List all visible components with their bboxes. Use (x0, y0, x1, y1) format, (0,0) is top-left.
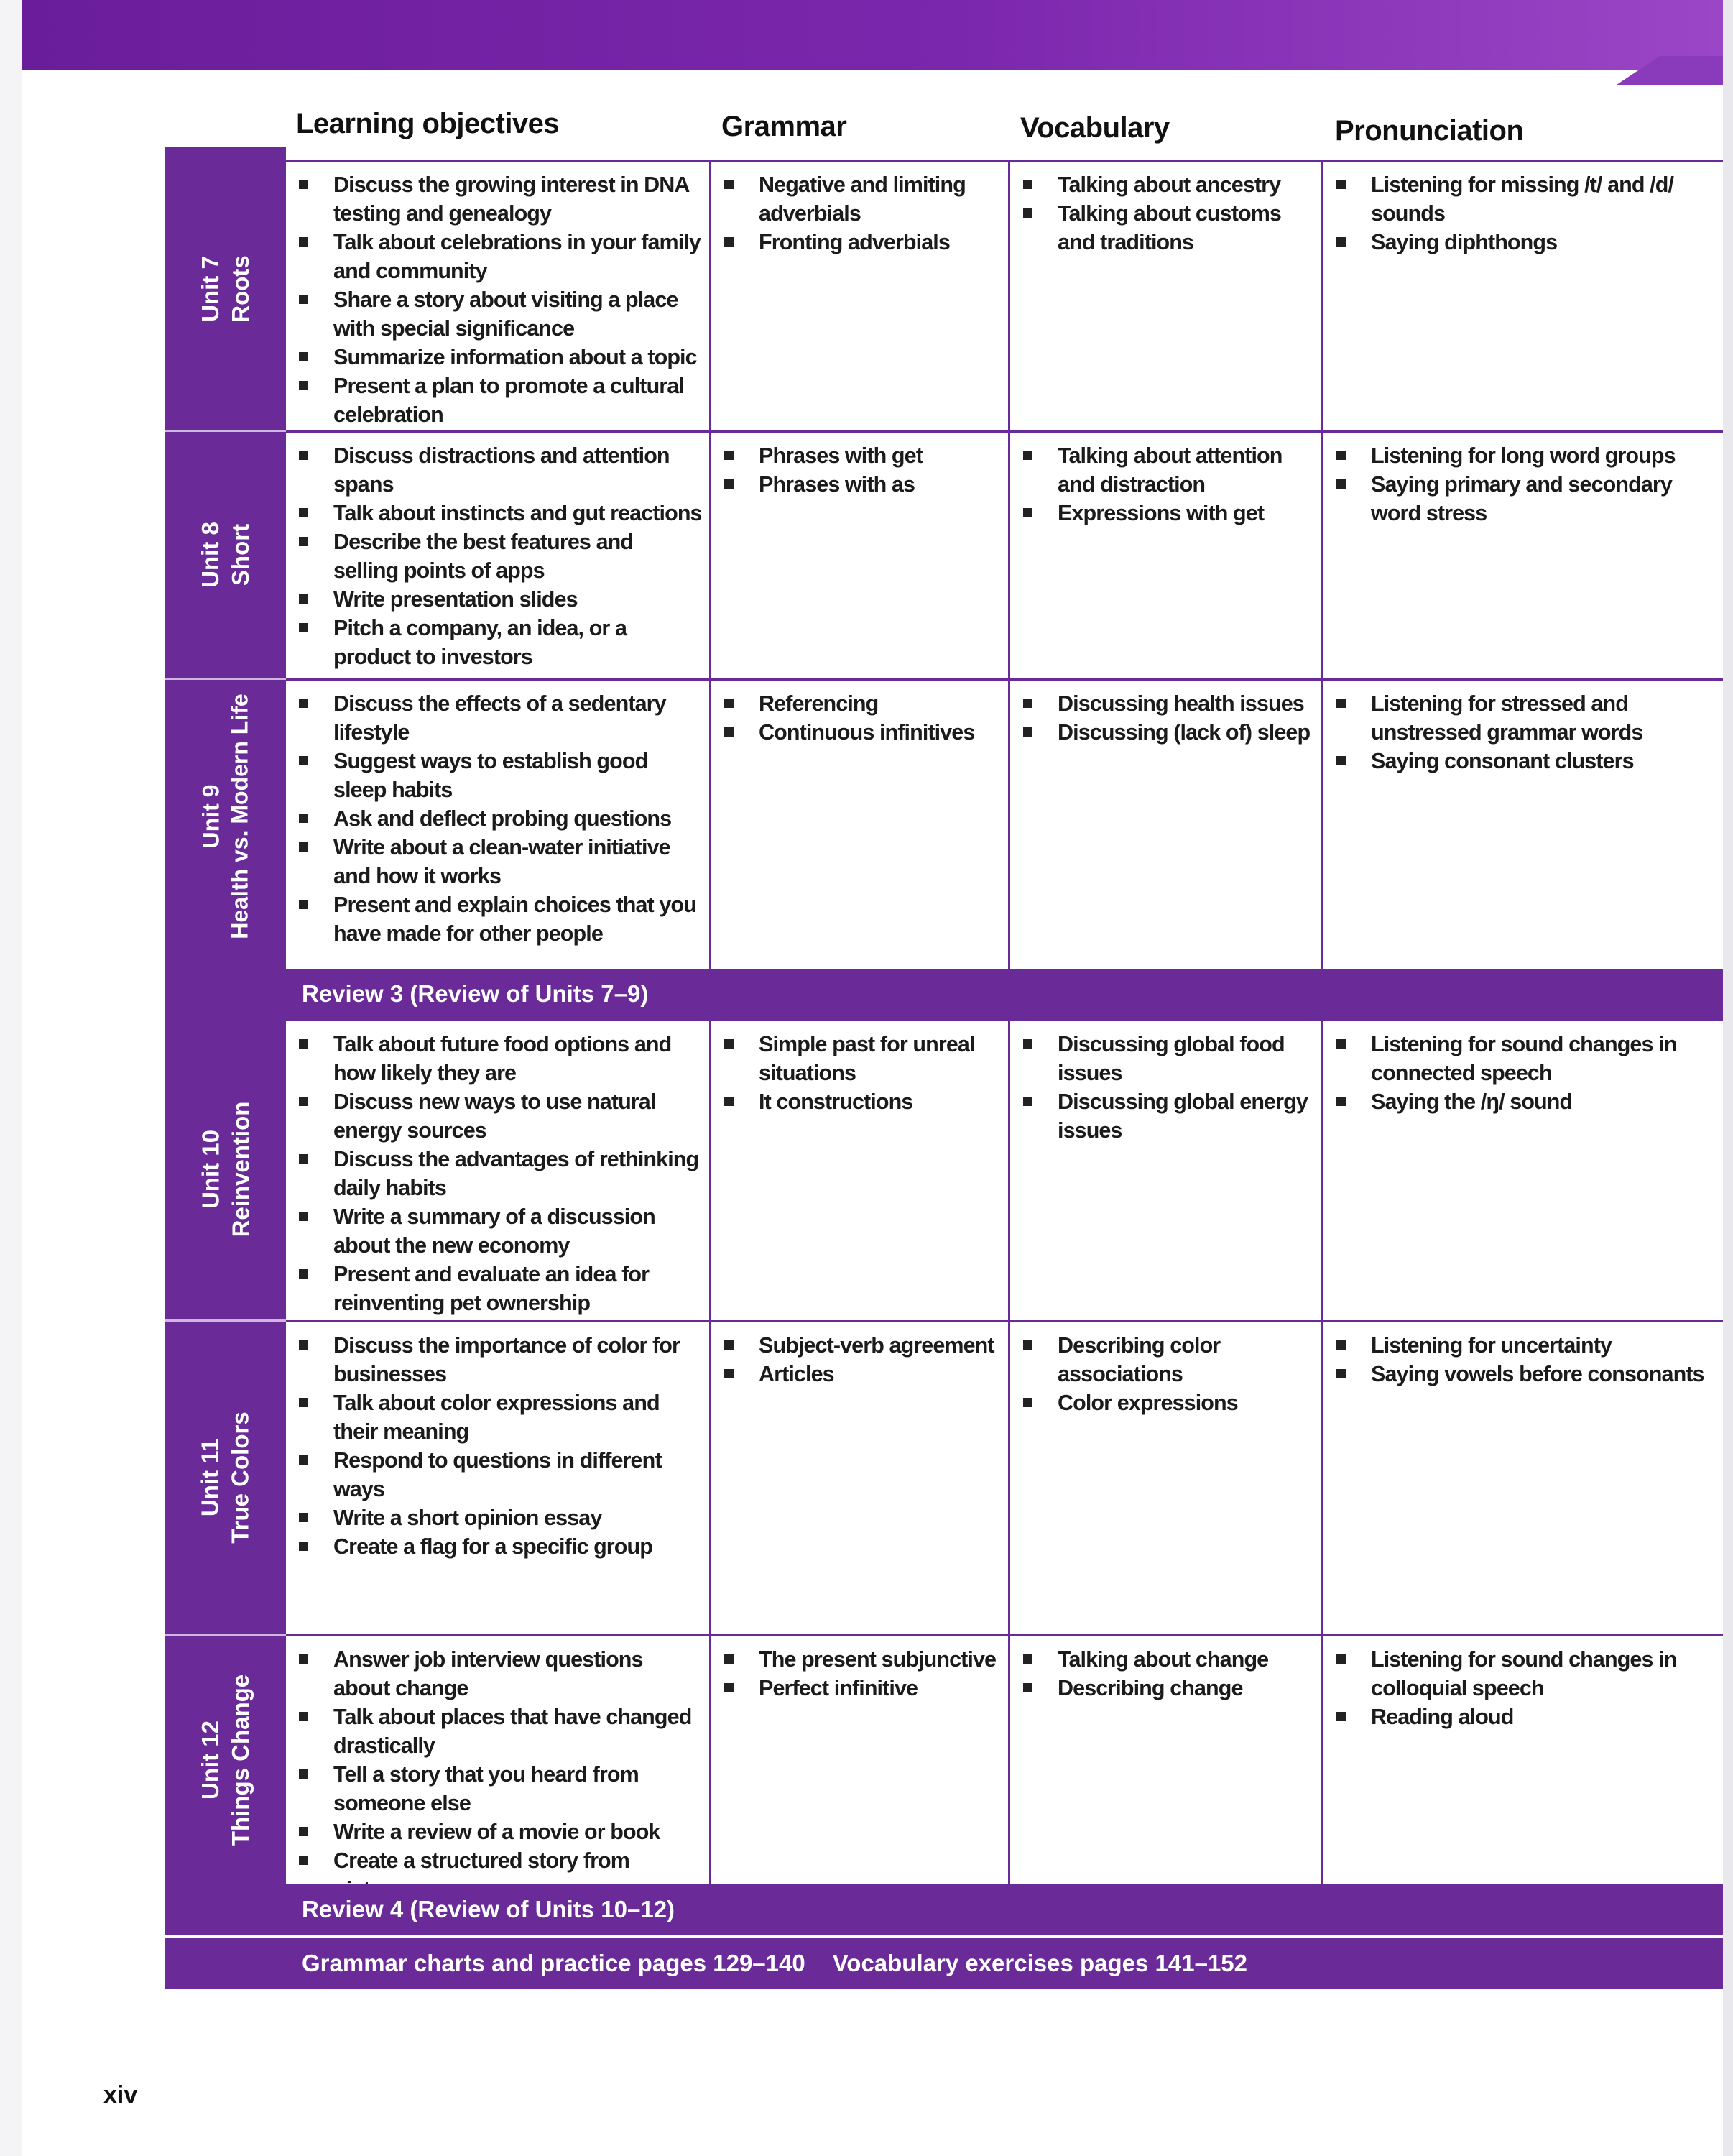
list-item: Listening for sound changes in connected speech (1334, 1030, 1716, 1087)
list-item: Talking about attention and distraction (1020, 441, 1314, 499)
unit-12-label (165, 1636, 286, 1884)
unit-11-label (165, 1322, 286, 1634)
list-item: Saying consonant clusters (1334, 747, 1716, 775)
learning-objectives-cell (286, 162, 711, 430)
header-band (22, 0, 1723, 70)
list-item: Listening for long word groups (1334, 441, 1716, 470)
learning-objectives-cell (286, 681, 711, 969)
learning-objectives-cell (286, 1636, 711, 1884)
list-item: Ask and deflect probing questions (296, 804, 702, 833)
list-item: Phrases with as (721, 470, 1001, 499)
list-item: Write a review of a movie or book (296, 1818, 702, 1846)
vocabulary-cell (1010, 1322, 1323, 1634)
list-item: Present and explain choices that you have made for other people (296, 890, 702, 948)
grammar-cell (711, 1636, 1010, 1884)
list-item: Discuss the importance of color for businesses (296, 1331, 702, 1388)
unit-title: True Colors (227, 1411, 254, 1544)
unit-number: Unit 9 (198, 784, 225, 849)
unit-number: Unit 7 (197, 255, 223, 322)
list-item: Referencing (721, 689, 1001, 718)
grammar-cell (711, 681, 1010, 969)
learning-objectives-cell (286, 1021, 711, 1320)
list-item: Discuss distractions and attention spans (296, 441, 702, 499)
list-item: Talk about future food options and how likely they are (296, 1030, 702, 1087)
unit-number: Unit 12 (197, 1720, 223, 1800)
list-item: Phrases with get (721, 441, 1001, 470)
list-item: Describing change (1020, 1674, 1314, 1703)
grammar-cell (711, 162, 1010, 430)
list-item: The present subjunctive (721, 1645, 1001, 1674)
list-item: Present and evaluate an idea for reinventing pet ownership (296, 1260, 702, 1317)
list-item: Listening for missing /t/ and /d/ sounds (1334, 170, 1716, 228)
list-item: Discussing global food issues (1020, 1030, 1314, 1087)
page-number: xiv (103, 2081, 138, 2109)
list-item: Articles (721, 1360, 1001, 1388)
unit-title: Health vs. Modern Life (227, 694, 254, 939)
list-item: Respond to questions in different ways (296, 1446, 702, 1503)
list-item: Create a structured story from (296, 1846, 702, 1904)
unit-title: Short (226, 523, 254, 586)
list-item: Tell a story that you heard from someone else (296, 1760, 702, 1818)
unit-10-row (286, 1019, 1723, 1320)
list-item: Discuss the effects of a sedentary lifestyle (296, 689, 702, 747)
pronunciation-cell (1323, 433, 1723, 678)
page-edge (1723, 0, 1733, 2156)
pronunciation-cell (1323, 1322, 1723, 1634)
list-item: Expressions with get (1020, 499, 1314, 528)
list-item: Fronting adverbials (721, 228, 1001, 257)
unit-7-row (286, 160, 1723, 430)
pronunciation-cell (1323, 162, 1723, 430)
reference-pages-bar (165, 1935, 1723, 1989)
unit-12-row (286, 1634, 1723, 1884)
unit-11-row (286, 1320, 1723, 1634)
list-item: It constructions (721, 1087, 1001, 1116)
header-pronunciation: Pronunciation (1335, 115, 1524, 147)
unit-8-row (286, 430, 1723, 678)
grammar-charts-pages: Grammar charts and practice pages 129–140 (302, 1950, 805, 1976)
unit-10-label (165, 1019, 286, 1319)
review-3-bar: Review 3 (Review of Units 7–9) (286, 969, 1723, 1019)
list-item: Discussing global energy issues (1020, 1087, 1314, 1145)
pronunciation-cell (1323, 1636, 1723, 1884)
list-item: Discussing health issues (1020, 689, 1314, 718)
vocabulary-cell (1010, 681, 1323, 969)
unit-9-label (165, 680, 286, 953)
list-item: Suggest ways to establish good sleep habits (296, 747, 702, 804)
vocabulary-cell (1010, 1021, 1323, 1320)
list-item: Saying primary and secondary word stress (1334, 470, 1716, 528)
list-item: Talking about customs and traditions (1020, 199, 1314, 257)
list-item: Describe the best features and selling points of apps (296, 528, 702, 585)
list-item: Share a story about visiting a place with special significance (296, 285, 702, 343)
list-item: Subject-verb agreement (721, 1331, 1001, 1360)
list-item: Talking about change (1020, 1645, 1314, 1674)
list-item: Write about a clean-water initiative and how it works (296, 833, 702, 890)
pronunciation-cell (1323, 1021, 1723, 1320)
grammar-cell (711, 1021, 1010, 1320)
list-item: Talk about celebrations in your family and community (296, 228, 702, 285)
learning-objectives-cell (286, 433, 711, 678)
header-vocabulary: Vocabulary (1020, 112, 1170, 144)
list-item: Discuss new ways to use natural energy sources (296, 1087, 702, 1145)
list-item: Listening for stressed and unstressed grammar words (1334, 689, 1716, 747)
list-item: Saying vowels before consonants (1334, 1360, 1716, 1388)
unit-7-label (165, 147, 286, 430)
vocabulary-exercises-pages: Vocabulary exercises pages 141–152 (832, 1950, 1248, 1976)
list-item: Discuss the advantages of rethinking daily habits (296, 1145, 702, 1202)
unit-8-label (165, 432, 286, 678)
list-item: Answer job interview questions about change (296, 1645, 702, 1703)
unit-9-row (286, 678, 1723, 969)
list-item: Write presentation slides (296, 585, 702, 614)
pronunciation-cell (1323, 681, 1723, 969)
list-item: Listening for sound changes in colloquial speech (1334, 1645, 1716, 1703)
list-item: Discussing (lack of) sleep (1020, 718, 1314, 747)
unit-number: Unit 11 (197, 1438, 223, 1517)
grammar-cell (711, 433, 1010, 678)
list-item: Create a flag for a specific group (296, 1532, 702, 1561)
list-item: Perfect infinitive (721, 1674, 1001, 1703)
list-item: Listening for uncertainty (1334, 1331, 1716, 1360)
list-item: Talk about color expressions and their meaning (296, 1388, 702, 1446)
list-item: Summarize information about a topic (296, 343, 702, 372)
list-item: Saying diphthongs (1334, 228, 1716, 257)
unit-title: Roots (227, 254, 254, 323)
vocabulary-cell (1010, 433, 1323, 678)
list-item: Discuss the growing interest in DNA testing and genealogy (296, 170, 702, 228)
review-4-bar: Review 4 (Review of Units 10–12) (286, 1884, 1723, 1935)
list-item: Reading aloud (1334, 1703, 1716, 1731)
list-item: Continuous infinitives (721, 718, 1001, 747)
list-item: Talking about ancestry (1020, 170, 1314, 199)
vocabulary-cell (1010, 162, 1323, 430)
vocabulary-cell (1010, 1636, 1323, 1884)
list-item: Negative and limiting adverbials (721, 170, 1001, 228)
list-item: Simple past for unreal situations (721, 1030, 1001, 1087)
header-learning-objectives: Learning objectives (296, 108, 560, 139)
unit-number: Unit 10 (197, 1129, 224, 1210)
header-grammar: Grammar (721, 111, 847, 142)
list-item: Present a plan to promote a cultural celebration (296, 372, 702, 429)
list-item: Saying the /ŋ/ sound (1334, 1087, 1716, 1116)
list-item: Describing color associations (1020, 1331, 1314, 1388)
list-item: Talk about places that have changed drastically (296, 1703, 702, 1760)
unit-number: Unit 8 (196, 522, 223, 588)
list-item: Write a summary of a discussion about the new economy (296, 1202, 702, 1260)
grammar-cell (711, 1322, 1010, 1634)
unit-title: Reinvention (227, 1101, 254, 1238)
list-item: Write a short opinion essay (296, 1503, 702, 1532)
learning-objectives-cell (286, 1322, 711, 1634)
list-item: Talk about instincts and gut reactions (296, 499, 702, 528)
list-item: Pitch a company, an idea, or a product to investors (296, 614, 702, 671)
list-item: Color expressions (1020, 1388, 1314, 1417)
unit-title: Things Change (227, 1674, 254, 1846)
